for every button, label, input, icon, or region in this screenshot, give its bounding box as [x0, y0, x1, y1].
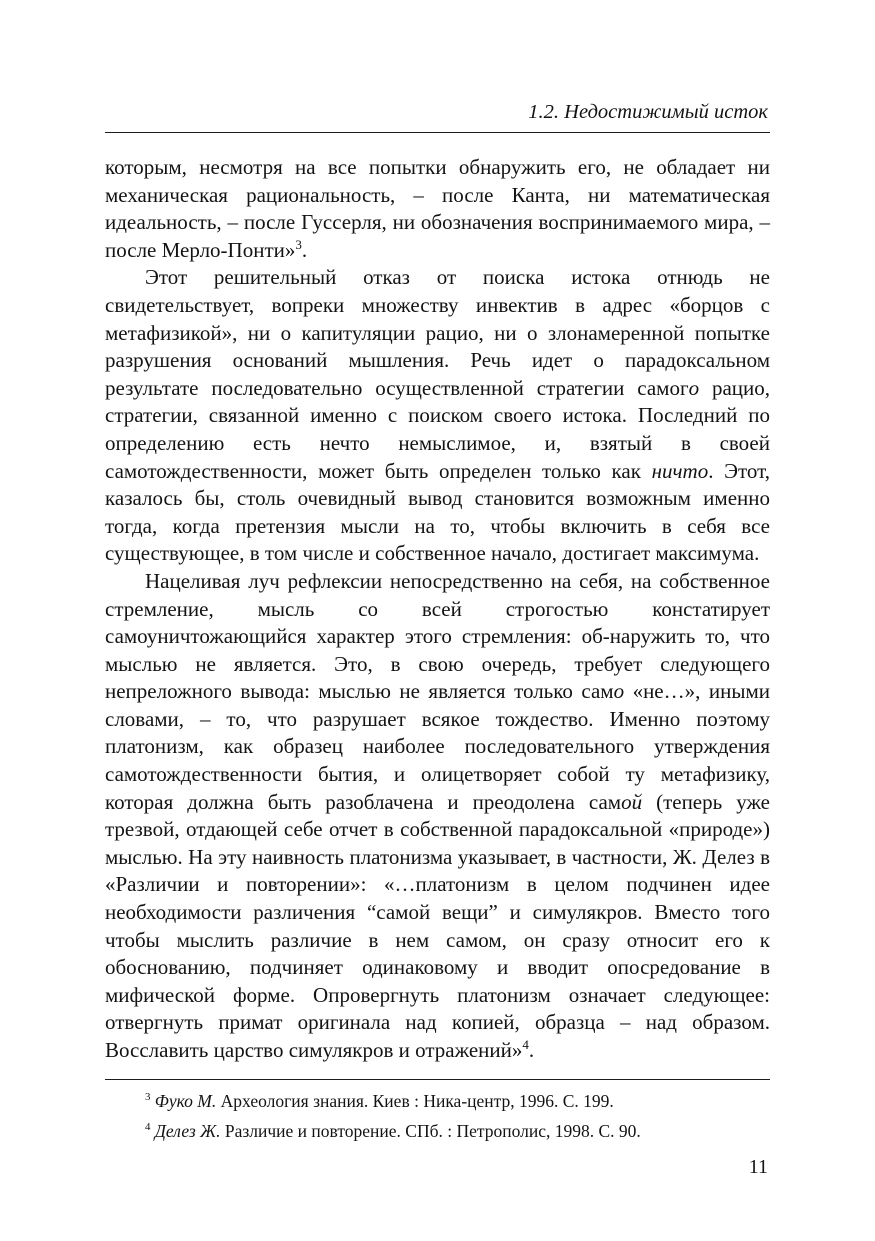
emphasized-text: Делез Ж.	[154, 1121, 221, 1142]
page-number: 11	[748, 1155, 768, 1178]
footnote-rule	[105, 1079, 770, 1080]
emphasized-text: ничто	[651, 458, 709, 483]
footnote: $^4$ Делез Ж. Различие и повторение. СПб. : Петрополис, 1998. С. 90.	[145, 1121, 641, 1142]
footnote-marker: 4	[145, 1121, 151, 1134]
body-text	[105, 154, 770, 1065]
emphasized-text: Фуко М.	[154, 1090, 217, 1111]
paragraph: которым, несмотря на все попытки обнаружить его, не обладает ни механическая рациональность, – после Канта, ни математическая идеальность, – после Гуссерля, ни обозначения воспринимаемого мира, – после Мерло-Понти»$^3$.	[105, 155, 770, 262]
emphasized-text: о	[688, 375, 700, 400]
footnote-marker: 4	[522, 1037, 529, 1052]
paragraph: Этот решительный отказ от поиска истока отнюдь не свидетельствует, вопреки множеству инвектив в адрес «борцов с метафизикой», ни о капитуляции рацио, ни о злонамеренной попытке разрушения оснований мышления. Речь идет о парадоксальном результате последовательно осуществленной стратегии самого рацио, стратегии, связанной именно с поиском своего истока. Последний по определению есть нечто немыслимое, и, взятый в своей самотождественности, может быть определен только как ничто. Этот, казалось бы, столь очевидный вывод становится возможным именно тогда, когда претензия мысли на то, чтобы включить в себя все существующее, в том числе и собственное начало, достигает максимума.	[105, 265, 770, 566]
footnote-marker: 3	[295, 236, 302, 252]
running-head	[105, 100, 770, 124]
header-rule	[105, 132, 770, 133]
paragraph: Нацеливая луч рефлексии непосредственно на себя, на собственное стремление, мысль со всей строгостью констатирует самоуничтожающийся характер этого стремления: об-наружить то, что мыслью не является. Это, в свою очередь, требует следующего непреложного вывода: мыслью не является только само «не…», иными словами, – то, что разрушает всякое тождество. Именно поэтому платонизм, как образец наиболее последовательного утверждения самотождественности бытия, и олицетворяет собой ту метафизику, которая должна быть разоблачена и преодолена самой (теперь уже трезвой, отдающей себе отчет в собственной парадоксальной «природе») мыслью. На эту наивность платонизма указывает, в частности, Ж. Делез в «Различии и повторении»: «…платонизм в целом подчинен идее необходимости различения “самой вещи” и симулякров. Вместо того чтобы мыслить различие в нем самом, он сразу относит его к обоснованию, подчиняет одинаковому и вводит опосредование в мифической форме. Опровергнуть платонизм означает следующее: отвергнуть примат оригинала над копией, образца – над образом. Восславить царство симулякров и отражений»$^4$.	[105, 568, 771, 1062]
emphasized-text: ой	[621, 789, 643, 814]
footnote: $^3$ Фуко М. Археология знания. Киев : Ника-центр, 1996. С. 199.	[145, 1090, 614, 1111]
footnotes	[105, 1089, 770, 1144]
footnote-marker: 3	[145, 1090, 151, 1103]
section-title: 1.2. Недостижимый исток	[528, 101, 768, 123]
emphasized-text: о	[613, 679, 625, 704]
